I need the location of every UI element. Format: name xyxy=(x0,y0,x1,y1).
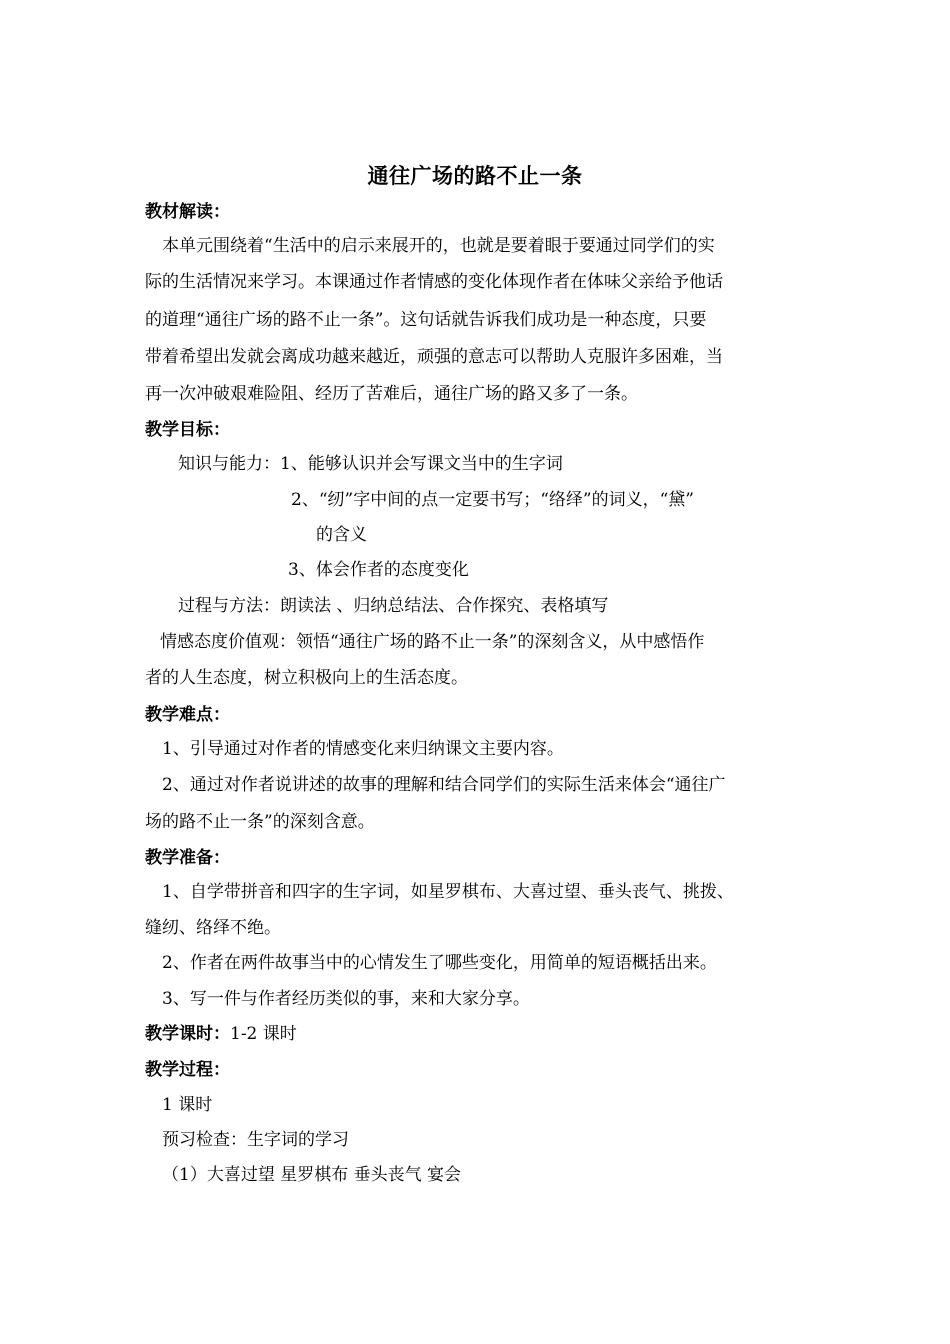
goal-knowledge-1: 知识与能力：1、能够认识并会写课文当中的生字词 xyxy=(178,454,563,474)
hours-value: 1-2 课时 xyxy=(230,1024,297,1044)
material-line-4: 带着希望出发就会离成功越来越近，顽强的意志可以帮助人克服许多困难，当 xyxy=(145,347,723,367)
goal-knowledge-2: 2、“纫”字中间的点一定要书写；“络绎”的词义，“黛” xyxy=(291,490,694,510)
heading-process: 教学过程： xyxy=(145,1060,230,1080)
difficulty-2-line-2: 场的路不止一条”的深刻含意。 xyxy=(145,812,375,832)
goal-attitude-line-2: 者的人生态度，树立积极向上的生活态度。 xyxy=(145,668,468,688)
process-preview-check: 预习检查：生字词的学习 xyxy=(162,1130,349,1150)
heading-hours: 教学课时： xyxy=(145,1024,230,1044)
difficulty-2-line-1: 2、通过对作者说讲述的故事的理解和结合同学们的实际生活来体会“通往广 xyxy=(162,775,726,795)
goal-attitude-line-1: 情感态度价值观：领悟“通往广场的路不止一条”的深刻含义，从中感悟作 xyxy=(160,632,705,652)
preparation-2: 2、作者在两件故事当中的心情发生了哪些变化，用简单的短语概括出来。 xyxy=(162,953,717,973)
preparation-1-line-2: 缝纫、络绎不绝。 xyxy=(145,918,281,938)
heading-goals: 教学目标： xyxy=(145,420,230,440)
goal-knowledge-2-cont: 的含义 xyxy=(316,525,367,545)
heading-material: 教材解读： xyxy=(145,202,230,222)
process-vocab-1: （1）大喜过望 星罗棋布 垂头丧气 宴会 xyxy=(162,1165,462,1185)
difficulty-1: 1、引导通过对作者的情感变化来归纳课文主要内容。 xyxy=(162,739,564,759)
goal-process: 过程与方法：朗读法 、归纳总结法、合作探究、表格填写 xyxy=(178,596,609,616)
material-line-1: 本单元围绕着“生活中的启示来展开的，也就是要着眼于要通过同学们的实 xyxy=(162,236,715,256)
preparation-3: 3、写一件与作者经历类似的事，来和大家分享。 xyxy=(162,989,530,1009)
material-line-5: 再一次冲破艰难险阻、经历了苦难后，通往广场的路又多了一条。 xyxy=(145,384,638,404)
material-line-2: 际的生活情况来学习。本课通过作者情感的变化体现作者在体味父亲给予他话 xyxy=(145,272,723,292)
preparation-1-line-1: 1、自学带拼音和四字的生字词，如星罗棋布、大喜过望、垂头丧气、挑拨、 xyxy=(162,882,734,902)
document-title: 通往广场的路不止一条 xyxy=(367,163,583,188)
material-line-3: 的道理“通往广场的路不止一条”。这句话就告诉我们成功是一种态度，只要 xyxy=(145,310,707,330)
goal-knowledge-3: 3、体会作者的态度变化 xyxy=(288,560,469,580)
process-lesson-1: 1 课时 xyxy=(162,1095,213,1115)
hours-row xyxy=(145,1022,297,1046)
heading-difficulties: 教学难点： xyxy=(145,705,230,725)
heading-preparation: 教学准备： xyxy=(145,848,230,868)
